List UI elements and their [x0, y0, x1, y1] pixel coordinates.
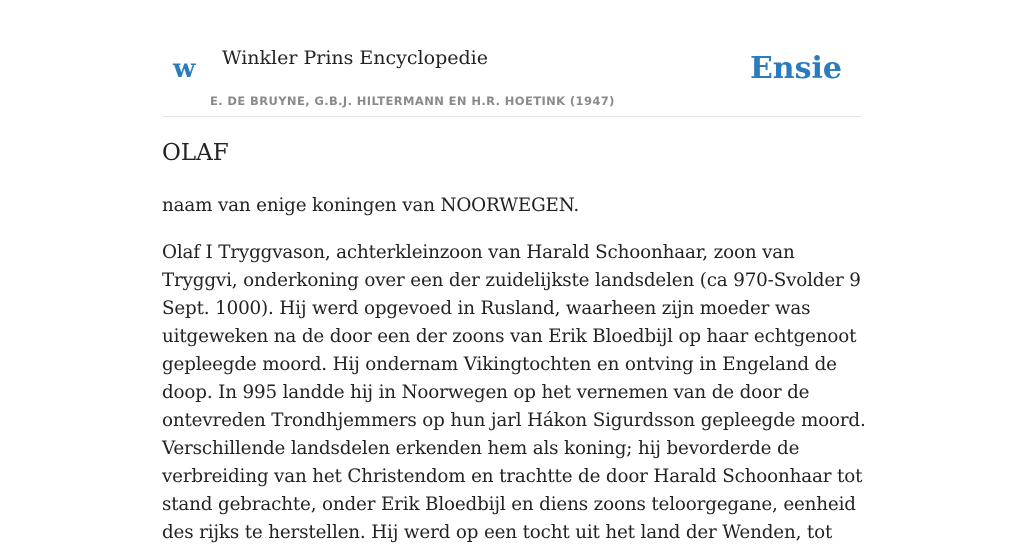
publication-title[interactable]: Winkler Prins Encyclopedie: [222, 47, 488, 69]
entry-intro: naam van enige koningen van NOORWEGEN.: [162, 195, 580, 216]
article: [162, 135, 866, 547]
publication-authors: E. DE BRUYNE, G.B.J. HILTERMANN EN H.R. HOETINK (1947): [210, 94, 615, 108]
ensie-home-link[interactable]: Ensie: [749, 51, 842, 86]
winkler-prins-logo-icon[interactable]: w: [173, 54, 196, 84]
entry-body: Olaf I Tryggvason, achterkleinzoon van Harald Schoonhaar, zoon van Tryggvi, onderkoning over een der zuidelijkste landsdelen (ca 970-Svolder 9 Sept. 1000). Hij werd opgevoed in Rusland, waarheen zijn moeder was uitgeweken na de door een der zoons van Erik Bloedbijl op haar echtgenoot gepleegde moord. Hij ondernam Vikingtochten en ontving in Engeland de doop. In 995 landde hij in Noorwegen op het vernemen van de door de ontevreden Trondhjemmers op hun jarl Hákon Sigurdsson gepleegde moord. Verschillende landsdelen erkenden hem als koning; hij bevorderde de verbreiding van het Christendom en trachtte de door Harald Schoonhaar tot stand gebrachte, onder Erik Bloedbijl en diens zoons teloorgegane, eenheid des rijks te herstellen. Hij werd op een tocht uit het land der Wenden, tot: [162, 242, 866, 543]
entry-title: OLAF: [162, 140, 229, 166]
site-header: [162, 0, 862, 117]
